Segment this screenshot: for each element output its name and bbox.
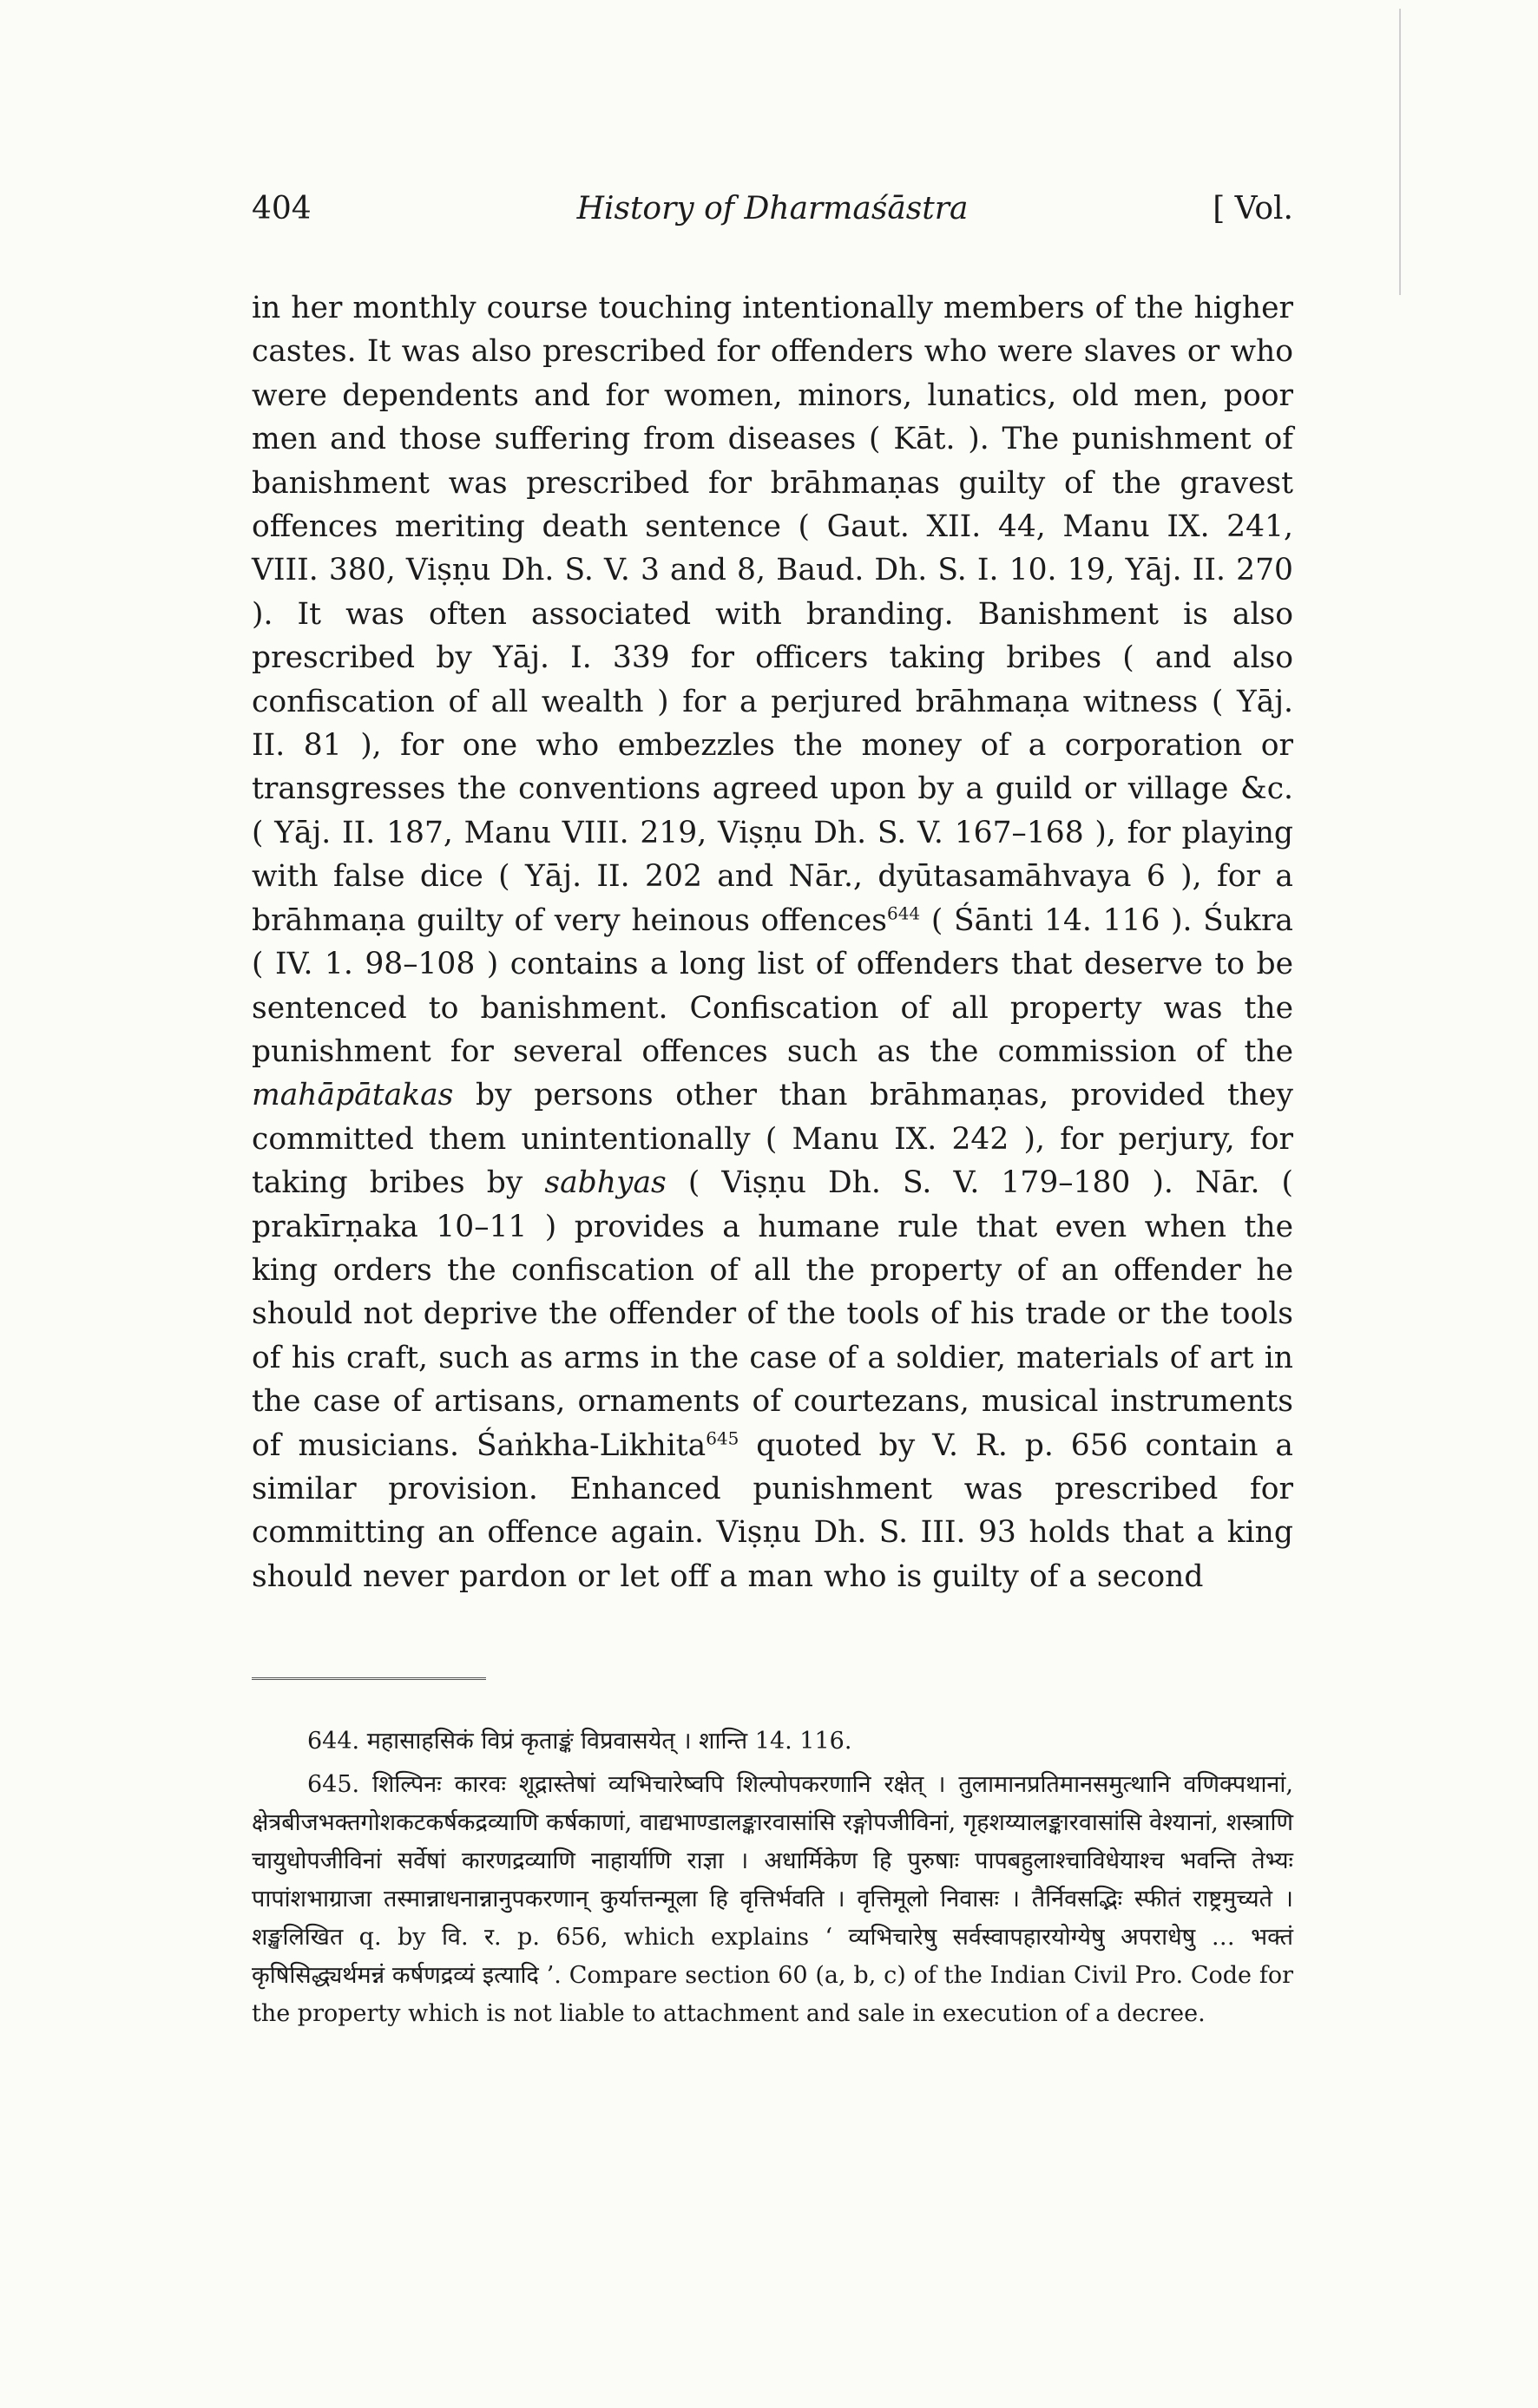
footnote-marker-644: 644 [886,902,921,924]
body-segment: by persons other than brāhmaṇas, provided they committed them unintentionally ( Manu IX. 242 ), for perjury, for taking bribes by [252,1078,1293,1201]
running-title: History of Dharmaśāstra [576,191,969,226]
body-paragraph [252,286,1293,1598]
footnote-divider [252,1677,486,1680]
page-header [252,191,1293,243]
footnote-644: 644. महासाहसिकं विप्रं कृताङ्कं विप्रवासयेत् । शान्ति 14. 116. [307,1728,852,1755]
body-segment: in her monthly course touching intentionally members of the higher castes. It was also prescribed for offenders who were slaves or who were dependents and for women, minors, lunatics, old men, poor men and those suffering from diseases ( Kāt. ). The punishment of banishment was prescribed for brāhmaṇas guilty of the gravest offences meriting death sentence ( Gaut. XII. 44, Manu IX. 241, VIII. 380, Viṣṇu Dh. S. V. 3 and 8, Baud. Dh. S. I. 10. 19, Yāj. II. 270 ). It was often associated with branding. Banishment is also prescribed by Yāj. I. 339 for officers taking bribes ( and also confiscation of all wealth ) for a perjured brāhmaṇa witness ( Yāj. II. 81 ), for one who embezzles the money of a corporation or transgresses the conventions agreed upon by a guild or village &c. ( Yāj. II. 187, Manu VIII. 219, Viṣṇu Dh. S. V. 167–168 ), for playing with false dice ( Yāj. II. 202 and Nār., dyūtasamāhvaya 6 ), for a brāhmaṇa guilty of very heinous offences [252,291,1293,938]
footnote-marker-645: 645 [706,1427,739,1449]
main-text [252,286,1293,1598]
body-segment: ( Viṣṇu Dh. S. V. 179–180 ). Nār. ( prakīrṇaka 10–11 ) provides a humane rule that even when the king orders the confiscation of all the property of an offender he should not deprive the offender of the tools of his trade or the tools of his craft, such as arms in the case of a soldier, materials of art in the case of artisans, ornaments of courtezans, musical instruments of musicians. Śaṅkha-Likhita [252,1165,1294,1463]
scan-edge-line [1399,9,1401,295]
term-mahapatakas: mahāpātakas [252,1078,454,1113]
page-number: 404 [252,191,312,226]
footnote-645: 645. शिल्पिनः कारवः शूद्रास्तेषां व्यभिचारेष्वपि शिल्पोपकरणानि रक्षेत् । तुलामानप्रतिमानसमुत्थानि वणिक्पथानां, क्षेत्रबीजभक्तगोशकटकर्षकद्रव्याणि कर्षकाणां, वाद्यभाण्डालङ्कारवासांसि रङ्गोपजीविनां, गृहशय्यालङ्कारवासांसि वेश्यानां, शस्त्राणि चायुधोपजीविनां सर्वेषां कारणद्रव्याणि नाहार्याणि राज्ञा । अधार्मिकेण हि पुरुषाः पापबहुलाश्चाविधेयाश्च भवन्ति तेभ्यः पापांशभाग्राजा तस्मान्नाधनान्नानुपकरणान् कुर्यात्तन्मूला हि वृत्तिर्भवति । वृत्तिमूलो निवासः । तैर्निवसद्भिः स्फीतं राष्ट्रमुच्यते । शङ्खलिखित q. by वि. र. p. 656, which explains ‘ व्यभिचारेषु सर्वस्वापहारयोग्येषु अपराधेषु … भक्तं कृषिसिद्ध्यर्थमन्नं कर्षणद्रव्यं इत्यादि ’. Compare section 60 (a, b, c) of the Indian Civil Pro. Code for the property which is not liable to attachment and sale in execution of a decree. [252,1771,1293,2027]
term-sabhyas: sabhyas [544,1165,667,1201]
body-segment: ( Śānti 14. 116 ). Śukra ( IV. 1. 98–108 ) contains a long list of offenders that deserve to be sentenced to banishment. Confiscation of all property was the punishment for several offences such as the commission of the [252,902,1294,1069]
body-segment: quoted by V. R. p. 656 contain a similar provision. Enhanced punishment was prescribed for committing an offence again. Viṣṇu Dh. S. III. 93 holds that a king should never pardon or let off a man who is guilty of a second [252,1427,1293,1594]
volume-label: [ Vol. [1213,191,1293,226]
footnotes [252,1722,1293,2033]
